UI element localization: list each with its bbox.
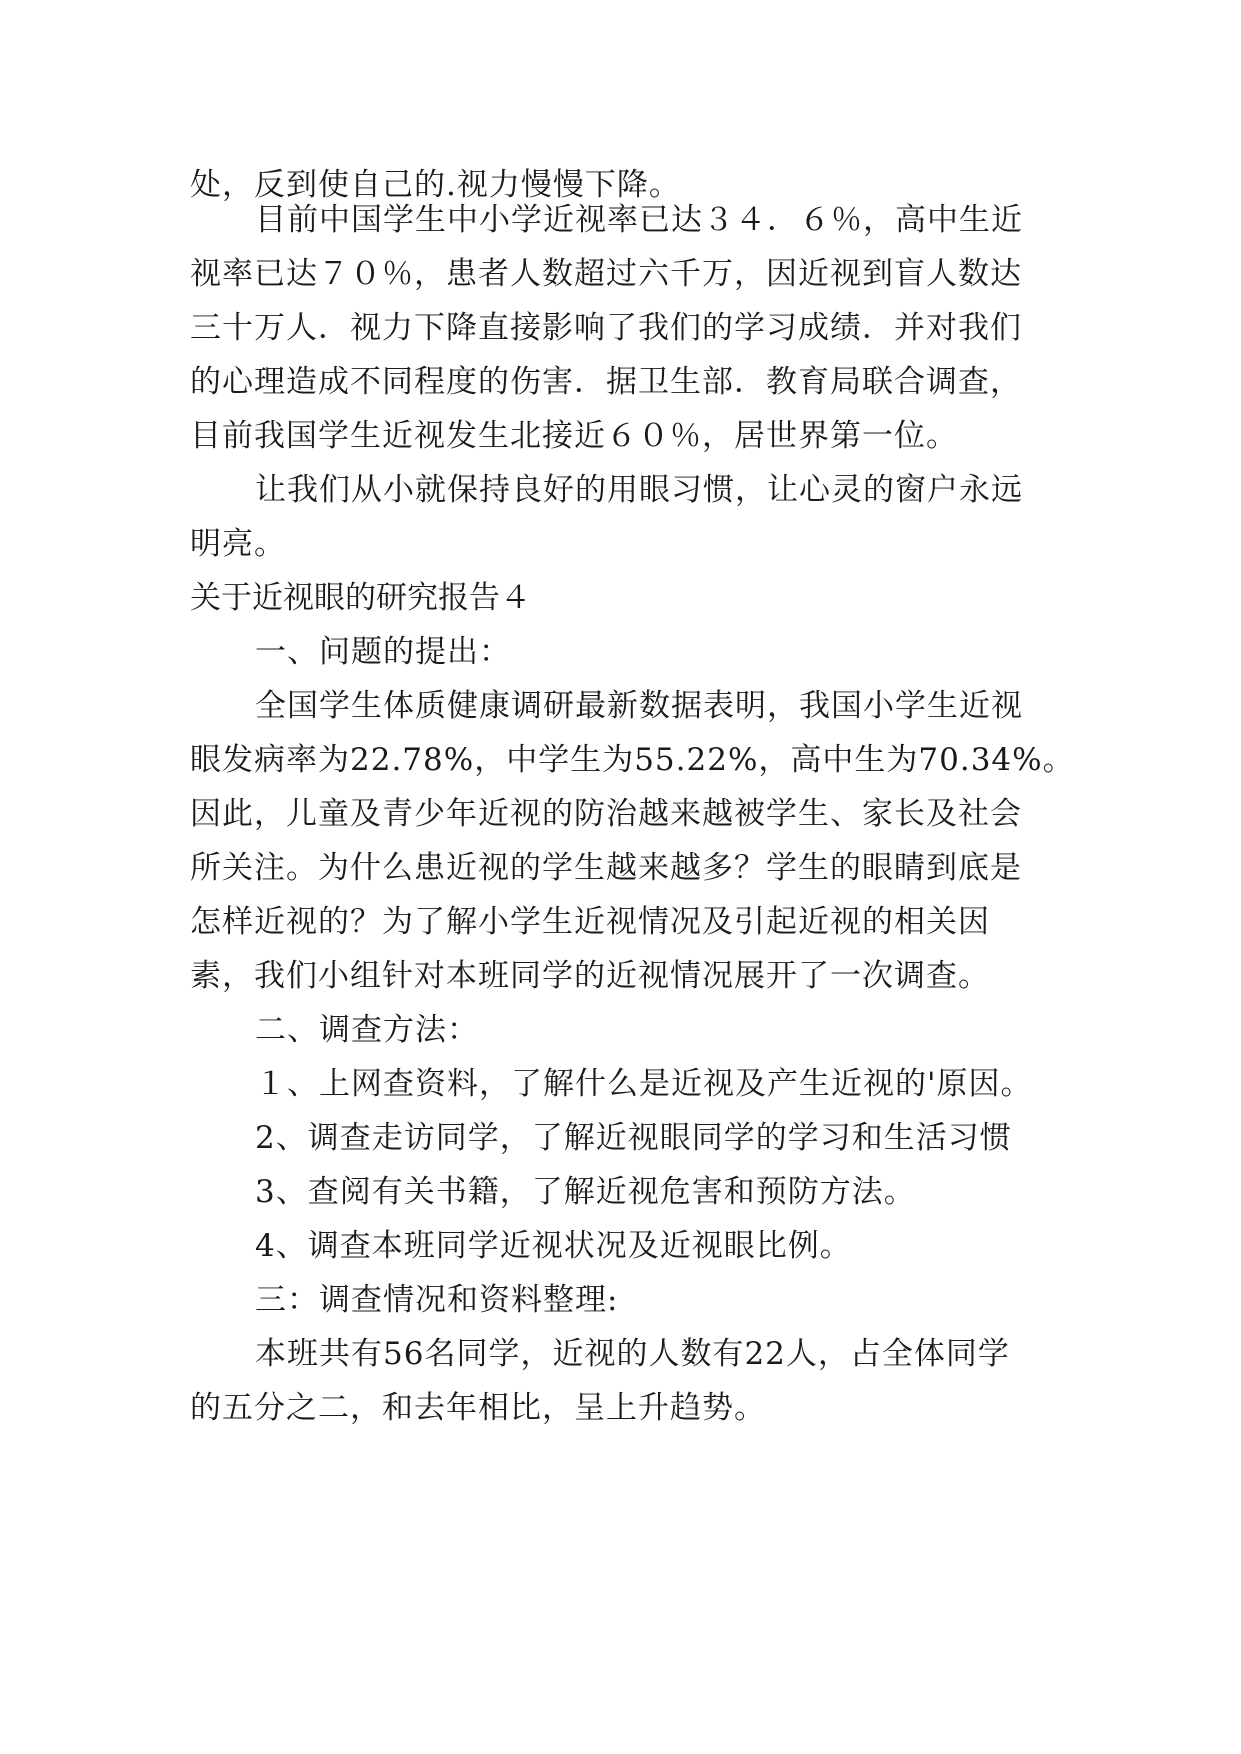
text-line: 的五分之二，和去年相比，呈上升趋势。: [190, 1390, 766, 1426]
text-line: 眼发病率为22.78%，中学生为55.22%，高中生为70.34%。: [190, 742, 1075, 778]
text-line: 本班共有56名同学，近视的人数有22人，占全体同学: [255, 1336, 1010, 1372]
subheading: 三：调查情况和资料整理:: [255, 1282, 619, 1318]
list-item: １、上网查资料，了解什么是近视及产生近视的'原因。: [255, 1066, 1033, 1102]
section-heading: 关于近视眼的研究报告４: [190, 580, 531, 616]
text-line: 处，反到使自己的.视力慢慢下降。: [190, 167, 681, 203]
text-line: 怎样近视的？为了解小学生近视情况及引起近视的相关因: [190, 904, 990, 940]
text-line: 视率已达７０％，患者人数超过六千万，因近视到盲人数达: [190, 256, 1022, 292]
list-item: 4、调查本班同学近视状况及近视眼比例。: [255, 1228, 852, 1264]
subheading: 二、调查方法：: [255, 1012, 479, 1048]
text-line: 三十万人．视力下降直接影响了我们的学习成绩．并对我们: [190, 310, 1022, 346]
text-line: 让我们从小就保持良好的用眼习惯，让心灵的窗户永远: [255, 472, 1023, 508]
text-line: 全国学生体质健康调研最新数据表明，我国小学生近视: [255, 688, 1023, 724]
text-line: 因此，儿童及青少年近视的防治越来越被学生、家长及社会: [190, 796, 1022, 832]
text-line: 明亮。: [190, 526, 286, 562]
text-line: 素，我们小组针对本班同学的近视情况展开了一次调查。: [190, 958, 990, 994]
text-line: 目前中国学生中小学近视率已达３４．６％，高中生近: [255, 202, 1023, 238]
text-line: 的心理造成不同程度的伤害．据卫生部．教育局联合调查，: [190, 364, 1022, 400]
text-line: 目前我国学生近视发生北接近６０％，居世界第一位。: [190, 418, 958, 454]
text-line: 所关注。为什么患近视的学生越来越多？学生的眼睛到底是: [190, 850, 1022, 886]
list-item: 2、调查走访同学，了解近视眼同学的学习和生活习惯: [255, 1120, 1012, 1156]
subheading: 一、问题的提出：: [255, 634, 511, 670]
list-item: 3、查阅有关书籍，了解近视危害和预防方法。: [255, 1174, 916, 1210]
